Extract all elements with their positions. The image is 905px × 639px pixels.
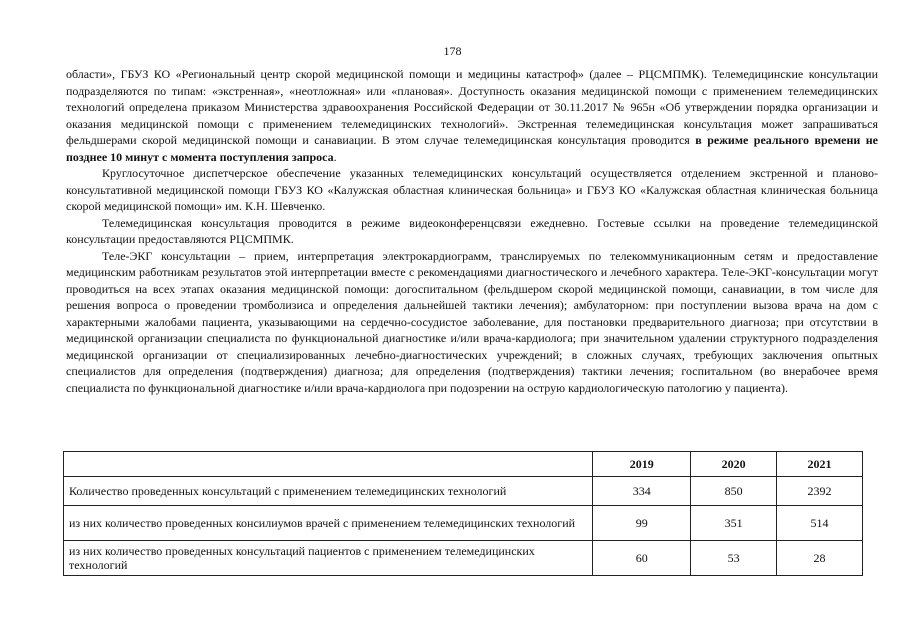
- paragraph-4: Теле-ЭКГ консультации – прием, интерпретация электрокардиограмм, транслируемых по телекоммуникационным сетям и предоставление медицинским работникам результатов этой интерпретации вместе с рекомендациями диагностического и лечебного характера. Теле-ЭКГ-консультации могут проводиться на всех этапах оказания медицинской помощи: догоспитальном (фельдшером скорой медицинской помощи, санавиации, в том числе для решения вопроса о проведении тромболизиса и определения дальнейшей тактики лечения); амбулаторном: при поступлении вызова врача на дом с характерными жалобами пациента, указывающими на сердечно-сосудистое заболевание, для постановки предварительного диагноза; при отсутствии в медицинской организации специалиста по функциональной диагностике и/или врача-кардиолога; при значительном удалении структурного подразделения медицинской организации от специализированных лечебно-диагностических учреждений; в сложных случаях, требующих заключения опытных специалистов для определения (подтверждения) диагноза; для определения (подтверждения) тактики лечения; госпитальном (во внерабочее время специалиста по функциональной диагностике и/или врача-кардиолога при подозрении на острую кардиологическую патологию у пациента).: [66, 248, 878, 395]
- header-2021: 2021: [777, 452, 863, 477]
- cell-2021: 28: [777, 541, 863, 576]
- header-2019: 2019: [593, 452, 691, 477]
- cell-2019: 99: [593, 506, 691, 541]
- paragraph-1-start: области», ГБУЗ КО «Региональный центр скорой медицинской помощи и медицины катастроф» (далее – РЦСМПМК). Телемедицинские консультации подразделяются по типам: «экстренная», «неотложная» или «плановая». Доступность оказания медицинской помощи с применением телемедицинских технологий определена приказом Министерства здравоохранения Российской Федерации от 30.11.2017 № 965н «Об утверждении порядка организации и оказания медицинской помощи с применением телемедицинских технологий». Экстренная телемедицинская консультация может запрашиваться фельдшерами скорой медицинской помощи и санавиации. В этом случае телемедицинская консультация проводится: [66, 67, 878, 147]
- cell-2019: 334: [593, 477, 691, 506]
- cell-2019: 60: [593, 541, 691, 576]
- row-label: из них количество проведенных консультаций пациентов с применением телемедицинских технологий: [64, 541, 593, 576]
- paragraph-1-bold: в режиме реального времени не позднее 10 минут с момента поступления запроса: [66, 133, 878, 164]
- page-number: 178: [443, 44, 462, 58]
- header-2020: 2020: [691, 452, 777, 477]
- row-label: Количество проведенных консультаций с применением телемедицинских технологий: [64, 477, 593, 506]
- paragraph-2: Круглосуточное диспетчерское обеспечение указанных телемедицинских консультаций осуществляется отделением экстренной и планово-консультативной медицинской помощи ГБУЗ КО «Калужская областная клиническая больница» и ГБУЗ КО «Калужская областная клиническая больница скорой медицинской помощи» им. К.Н. Шевченко.: [66, 166, 878, 213]
- table-header-row: [64, 452, 863, 477]
- table-row: [64, 477, 863, 506]
- paragraph-1-end: .: [333, 149, 337, 164]
- cell-2021: 514: [777, 506, 863, 541]
- paragraph-3: Телемедицинская консультация проводится в режиме видеоконференцсвязи ежедневно. Гостевые ссылки на проведение телемедицинской консультации предоставляются РЦСМПМК.: [66, 215, 878, 246]
- cell-2021: 2392: [777, 477, 863, 506]
- row-label: из них количество проведенных консилиумов врачей с применением телемедицинских технологий: [64, 506, 593, 541]
- paragraph-1: [66, 66, 878, 165]
- header-empty: [64, 452, 593, 477]
- cell-2020: 850: [691, 477, 777, 506]
- cell-2020: 53: [691, 541, 777, 576]
- consultations-table: [63, 451, 863, 576]
- cell-2020: 351: [691, 506, 777, 541]
- body-text: [66, 66, 878, 396]
- table-row: [64, 506, 863, 541]
- table-row: [64, 541, 863, 576]
